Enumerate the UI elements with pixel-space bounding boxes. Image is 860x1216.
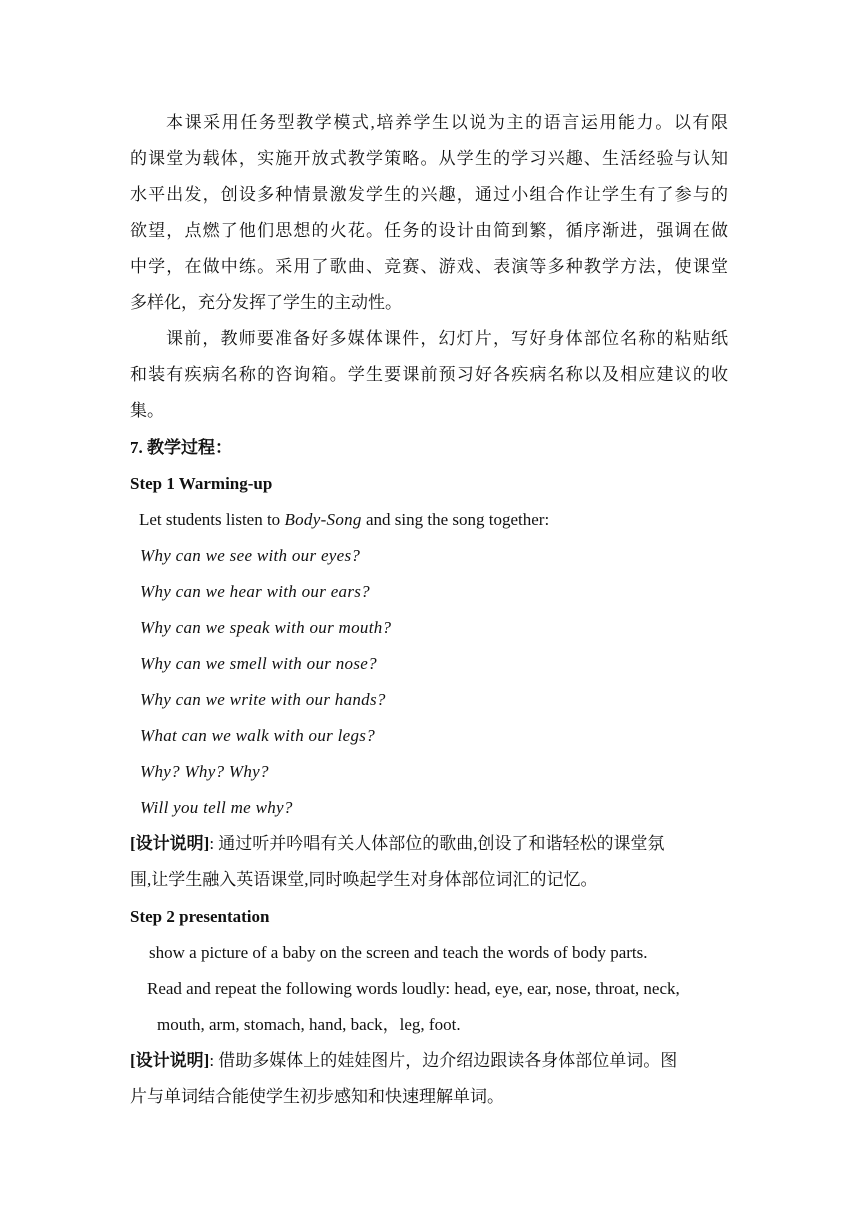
lyric-line-8: Will you tell me why? [140, 798, 293, 817]
step1-design-note-line-2: 围,让学生融入英语课堂,同时唤起学生对身体部位词汇的记忆。 [130, 870, 598, 889]
step2-line-2: Read and repeat the following words loudly: head, eye, ear, nose, throat, neck, [147, 979, 680, 998]
prep-line-3: 集。 [130, 401, 164, 420]
prep-line-2: 和装有疾病名称的咨询箱。学生要课前预习好各疾病名称以及相应建议的收 [130, 365, 728, 384]
step1-instruction [139, 509, 549, 531]
lyric-line-3: Why can we speak with our mouth? [140, 618, 392, 637]
design-note-text: : 借助多媒体上的娃娃图片，边介绍边跟读各身体部位单词。图 [209, 1051, 678, 1070]
lyric-line-5: Why can we write with our hands? [140, 690, 386, 709]
intro-line-2: 的课堂为载体，实施开放式教学策略。从学生的学习兴趣、生活经验与认知 [130, 149, 728, 168]
step1-instruction-before: Let students listen to [139, 510, 285, 529]
intro-line-4: 欲望，点燃了他们思想的火花。任务的设计由简到繁，循序渐进，强调在做 [130, 221, 728, 240]
lyric-line-2: Why can we hear with our ears? [140, 582, 370, 601]
step2-line-3: mouth, arm, stomach, hand, back，leg, foot. [157, 1015, 461, 1034]
step2-design-note-line-1 [130, 1050, 677, 1072]
design-note-label: [设计说明] [130, 834, 210, 853]
step2-design-note-line-2: 片与单词结合能使学生初步感知和快速理解单词。 [130, 1087, 504, 1106]
step2-line-1: show a picture of a baby on the screen and teach the words of body parts. [149, 943, 648, 962]
design-note-label: [设计说明] [130, 1051, 210, 1070]
lyric-line-4: Why can we smell with our nose? [140, 654, 377, 673]
prep-line-1: 课前，教师要准备好多媒体课件，幻灯片，写好身体部位名称的粘贴纸 [166, 329, 728, 348]
intro-line-3: 水平出发，创设多种情景激发学生的兴趣，通过小组合作让学生有了参与的 [130, 185, 728, 204]
section-heading: 7. 教学过程： [130, 438, 232, 457]
song-title: Body-Song [284, 510, 362, 529]
intro-line-6: 多样化，充分发挥了学生的主动性。 [130, 293, 402, 312]
design-note-text: : 通过听并吟唱有关人体部位的歌曲,创设了和谐轻松的课堂氛 [209, 834, 665, 853]
step1-design-note-line-1 [130, 833, 665, 855]
lyric-line-6: What can we walk with our legs? [140, 726, 376, 745]
intro-line-1: 本课采用任务型教学模式,培养学生以说为主的语言运用能力。以有限 [166, 113, 728, 132]
step2-heading: Step 2 presentation [130, 907, 270, 926]
step1-heading: Step 1 Warming-up [130, 474, 273, 493]
lyric-line-7: Why? Why? Why? [140, 762, 269, 781]
step1-instruction-after: and sing the song together: [361, 510, 550, 529]
intro-line-5: 中学，在做中练。采用了歌曲、竞赛、游戏、表演等多种教学方法，使课堂 [130, 257, 728, 276]
lyric-line-1: Why can we see with our eyes? [140, 546, 361, 565]
